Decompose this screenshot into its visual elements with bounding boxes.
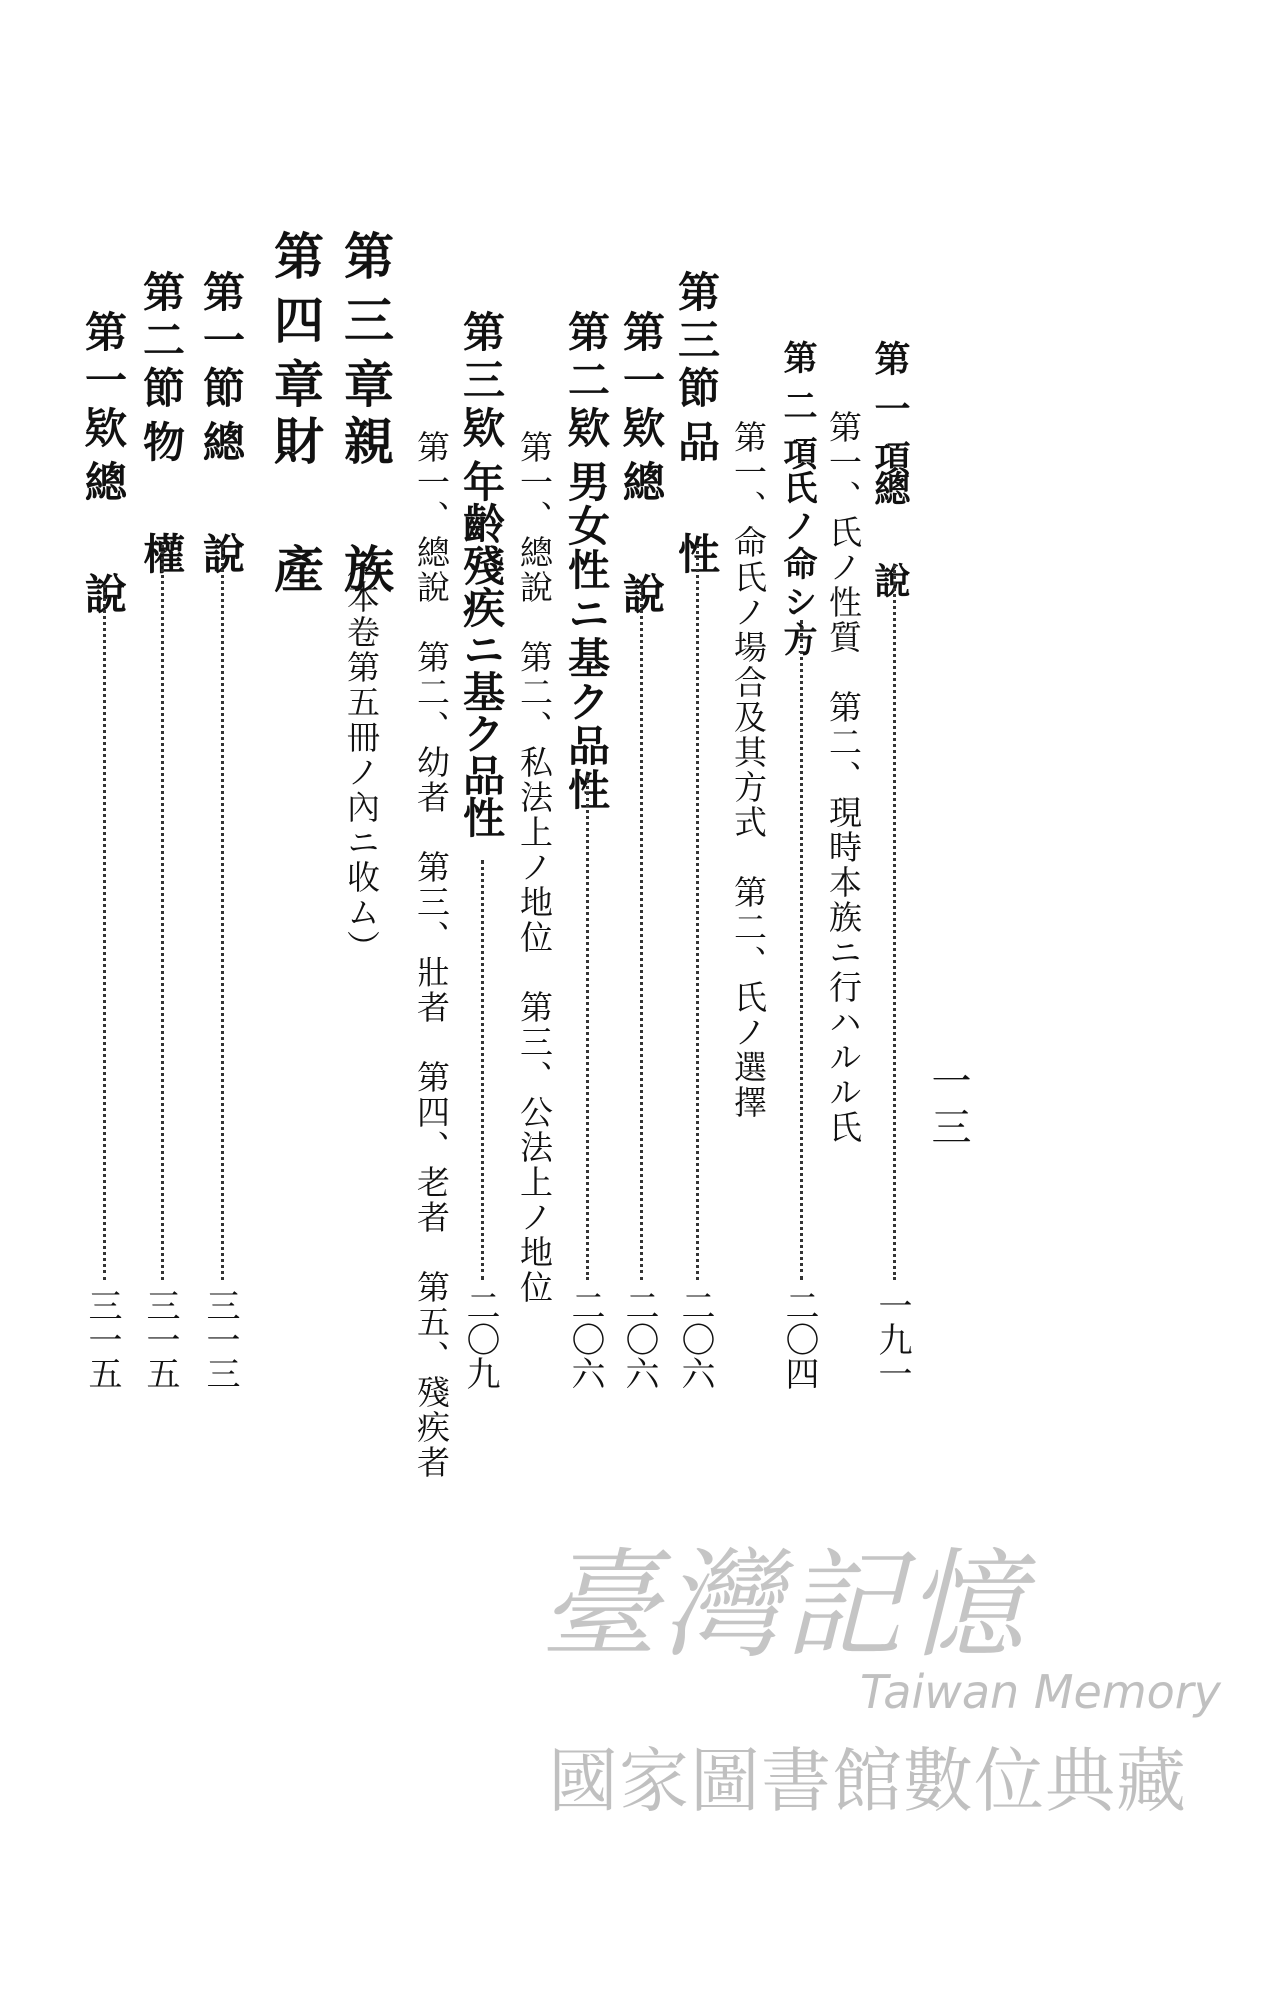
chapter-title: 財 產: [266, 415, 325, 607]
dot-leader: [161, 545, 164, 1280]
dot-leader: [586, 775, 589, 1280]
entry-heading: 第一欵: [617, 310, 666, 454]
watermark-org: 國家圖書館數位典藏: [548, 1740, 1187, 1822]
dot-leader: [481, 860, 484, 1280]
entry-title: 氏ノ命シ方: [777, 470, 817, 660]
dot-leader: [640, 585, 643, 1280]
entry-heading: 第二節: [137, 270, 186, 414]
dot-leader: [696, 545, 699, 1280]
entry-title: 總 說: [197, 420, 246, 588]
entry-subitems: 第一、氏ノ性質 第二、現時本族ニ行ハルル氏: [824, 410, 863, 1145]
entry-heading: 第三節: [672, 270, 721, 414]
folio-number: 一三: [925, 1060, 971, 1152]
dot-leader: [800, 620, 803, 1280]
entry-title: 總 說: [79, 460, 128, 628]
entry-title: 物 權: [137, 420, 186, 588]
entry-heading: 第一項: [869, 340, 911, 490]
entry-subitems: 第一、命氏ノ場合及其方式 第二、氏ノ選擇: [729, 420, 768, 1120]
chapter-heading: 第四章: [266, 230, 325, 422]
entry-subitems: 第一、總說 第二、私法上ノ地位 第三、公法上ノ地位: [515, 430, 554, 1305]
watermark-seal: 臺灣記憶: [540, 1536, 1029, 1674]
chapter-note: （本卷第五冊ノ內ニ收ム）: [342, 545, 381, 965]
dot-leader: [893, 565, 896, 1280]
entry-subitems: 第一、總說 第二、幼者 第三、壯者 第四、老者 第五、殘疾者: [412, 430, 451, 1480]
page-number: 三一五: [82, 1288, 122, 1390]
entry-title: 總 說: [869, 470, 911, 608]
page-number: 二〇四: [779, 1288, 819, 1390]
page-number: 二〇六: [675, 1288, 715, 1390]
entry-heading: 第三欵: [457, 310, 506, 454]
dot-leader: [221, 545, 224, 1280]
entry-heading: 第一欵: [79, 310, 128, 454]
page-number: 一九一: [872, 1288, 912, 1390]
page-number: 二〇六: [619, 1288, 659, 1390]
chapter-title: 親 族: [336, 415, 395, 607]
dot-leader: [103, 585, 106, 1280]
entry-title: 品 性: [672, 420, 721, 588]
page-number: 二〇六: [565, 1288, 605, 1390]
chapter-heading: 第三章: [336, 230, 395, 422]
entry-title: 男女性ニ基ク品性: [562, 460, 611, 812]
entry-heading: 第二欵: [562, 310, 611, 454]
page-number: 三一五: [140, 1288, 180, 1390]
entry-title: 總 說: [617, 460, 666, 628]
watermark-english: Taiwan Memory: [860, 1665, 1221, 1719]
page-number: 三一三: [200, 1288, 240, 1390]
entry-heading: 第一節: [197, 270, 246, 414]
entry-heading: 第二項: [777, 340, 817, 484]
entry-title: 年齡殘疾ニ基ク品性: [457, 460, 506, 838]
page-number: 二〇九: [460, 1288, 500, 1390]
